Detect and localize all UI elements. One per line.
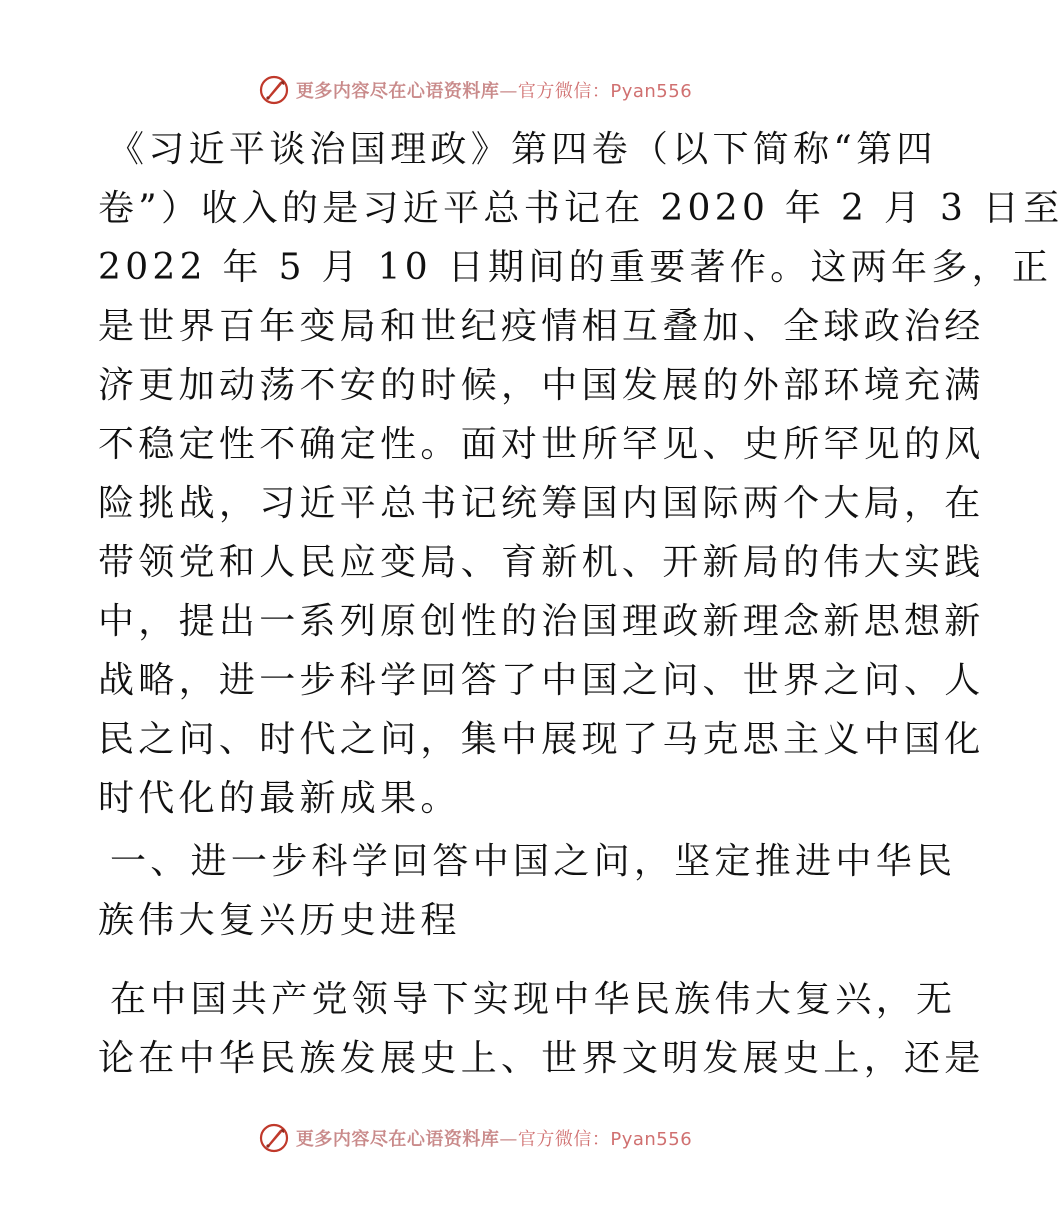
paragraph-line: 济更加动荡不安的时候，中国发展的外部环境充满 — [98, 365, 985, 406]
footer-banner-text — [296, 1125, 692, 1151]
paragraph-line: 险挑战，习近平总书记统筹国内国际两个大局，在 — [98, 483, 985, 524]
paragraph-line: 民之问、时代之问，集中展现了马克思主义中国化 — [98, 719, 985, 760]
paragraph-line: 2022 年 5 月 10 日期间的重要著作。这两年多，正 — [98, 247, 1053, 288]
header-banner — [0, 72, 950, 108]
header-banner-main: 更多内容尽在心语资料库 — [295, 81, 500, 102]
footer-banner — [0, 1120, 950, 1156]
paragraph-1 — [98, 120, 1064, 828]
paragraph-line: 带领党和人民应变局、育新机、开新局的伟大实践 — [98, 542, 985, 583]
paragraph-line: 中，提出一系列原创性的治国理政新理念新思想新 — [98, 601, 985, 642]
header-banner-official: 官方微信：Pyan556 — [517, 81, 693, 102]
paragraph-line: 不稳定性不确定性。面对世所罕见、史所罕见的风 — [98, 424, 985, 465]
heading-line: 族伟大复兴历史进程 — [98, 900, 461, 941]
paragraph-line: 论在中华民族发展史上、世界文明发展史上，还是 — [98, 1038, 985, 1079]
section-heading-1 — [98, 832, 957, 950]
quill-logo-icon — [258, 1122, 290, 1154]
footer-banner-main: 更多内容尽在心语资料库 — [295, 1129, 500, 1150]
paragraph-line: 在中国共产党领导下实现中华民族伟大复兴，无 — [110, 979, 957, 1020]
paragraph-line: 时代化的最新成果。 — [98, 778, 461, 819]
paragraph-2 — [98, 970, 985, 1088]
footer-banner-official: 官方微信：Pyan556 — [517, 1129, 693, 1150]
header-banner-text — [296, 77, 692, 103]
footer-banner-separator: — — [499, 1129, 518, 1150]
paragraph-line: 《习近平谈治国理政》第四卷（以下简称“第四 — [108, 129, 937, 170]
heading-line: 一、进一步科学回答中国之问，坚定推进中华民 — [110, 841, 957, 882]
header-banner-separator: — — [499, 81, 518, 102]
paragraph-line: 战略，进一步科学回答了中国之问、世界之问、人 — [98, 660, 985, 701]
paragraph-line: 是世界百年变局和世纪疫情相互叠加、全球政治经 — [98, 306, 985, 347]
quill-logo-icon — [258, 74, 290, 106]
paragraph-line: 卷”）收入的是习近平总书记在 2020 年 2 月 3 日至 — [98, 188, 1064, 229]
